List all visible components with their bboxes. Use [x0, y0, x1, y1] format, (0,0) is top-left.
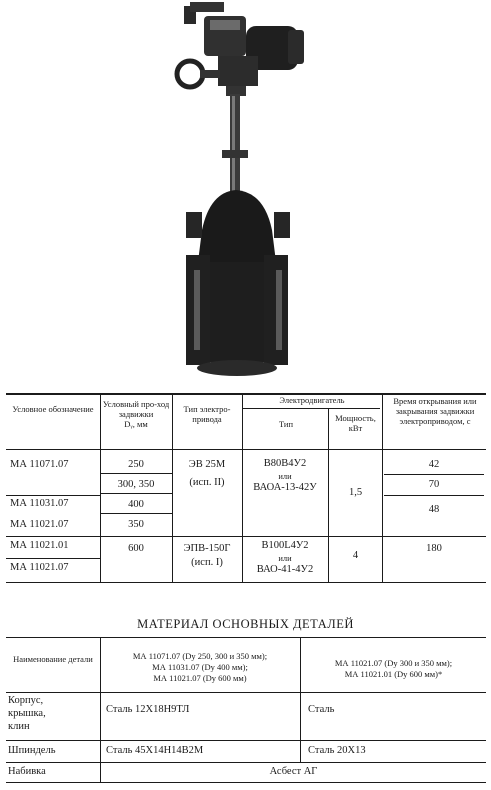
- part-name: Шпиндель: [8, 745, 56, 756]
- header-motor-type: Тип: [278, 419, 294, 429]
- drive-name: ЭВ 25М: [188, 459, 226, 470]
- bore-cell: 350: [128, 519, 144, 530]
- material-cell: Сталь: [308, 704, 335, 715]
- designation-cell: МА 11021.07: [10, 562, 69, 573]
- header-motor-power: Мощность, кВт: [335, 413, 376, 433]
- material-cell: Сталь 20Х13: [308, 745, 366, 756]
- drive-version: (исп. I): [191, 557, 223, 568]
- motor-or: или: [278, 471, 292, 481]
- material-cell-shared: Асбест АГ: [269, 766, 318, 777]
- materials-title: МАТЕРИАЛ ОСНОВНЫХ ДЕТАЛЕЙ: [137, 617, 354, 631]
- part-name: Набивка: [8, 766, 46, 777]
- bore-cell: 300, 350: [117, 479, 155, 490]
- motor-type: ВАОА-13-42У: [253, 482, 317, 493]
- header-nominal-bore: Условный про-ход задвижки: [102, 399, 170, 419]
- header-nominal-bore-unit: Dᵧ, мм: [124, 419, 148, 429]
- header-drive-type: Тип электро-привода: [183, 404, 231, 424]
- part-name: крышка,: [8, 708, 46, 719]
- header-col1-line: МА 11021.07 (Dу 600 мм): [153, 673, 247, 683]
- bore-cell: 600: [128, 543, 144, 554]
- part-name: клин: [8, 721, 30, 732]
- motor-type: В100L4У2: [261, 540, 309, 551]
- time-cell: 70: [428, 479, 440, 490]
- motor-type: ВАО-41-4У2: [256, 564, 314, 575]
- time-cell: 48: [428, 504, 440, 515]
- material-cell: Сталь 45Х14Н14В2М: [106, 745, 204, 756]
- header-col1-line: МА 11071.07 (Dу 250, 300 и 350 мм);: [132, 651, 268, 661]
- designation-cell: МА 11031.07: [10, 498, 69, 509]
- header-col2-line: МА 11021.01 (Dу 600 мм)*: [344, 669, 443, 679]
- header-col1-line: МА 11031.07 (Dу 400 мм);: [152, 662, 248, 672]
- part-name: Корпус,: [8, 695, 44, 706]
- designation-cell: МА 11021.01: [10, 540, 69, 551]
- material-cell: Сталь 12Х18Н9ТЛ: [106, 704, 190, 715]
- motor-or: или: [278, 553, 292, 563]
- time-cell: 180: [426, 543, 442, 554]
- header-designation: Условное обозначение: [12, 404, 94, 414]
- time-cell: 42: [428, 459, 440, 470]
- power-cell: 1,5: [348, 487, 363, 498]
- drive-version: (исп. II): [189, 477, 225, 488]
- designation-cell: МА 11021.07: [10, 519, 69, 530]
- header-motor: Электродвигатель: [279, 395, 345, 405]
- header-time: Время открывания или закрывания задвижки электроприводом, с: [393, 396, 477, 426]
- drive-name: ЭПВ-150Г: [183, 543, 231, 554]
- motor-type: В80В4У2: [263, 458, 307, 469]
- header-col2-line: МА 11021.07 (Dу 300 и 350 мм);: [334, 658, 453, 668]
- designation-cell: МА 11071.07: [10, 459, 69, 470]
- bore-cell: 400: [128, 499, 144, 510]
- bore-cell: 250: [128, 459, 144, 470]
- gate-valve-photo: [170, 0, 320, 385]
- header-part-name: Наименование детали: [13, 654, 93, 664]
- power-cell: 4: [352, 550, 359, 561]
